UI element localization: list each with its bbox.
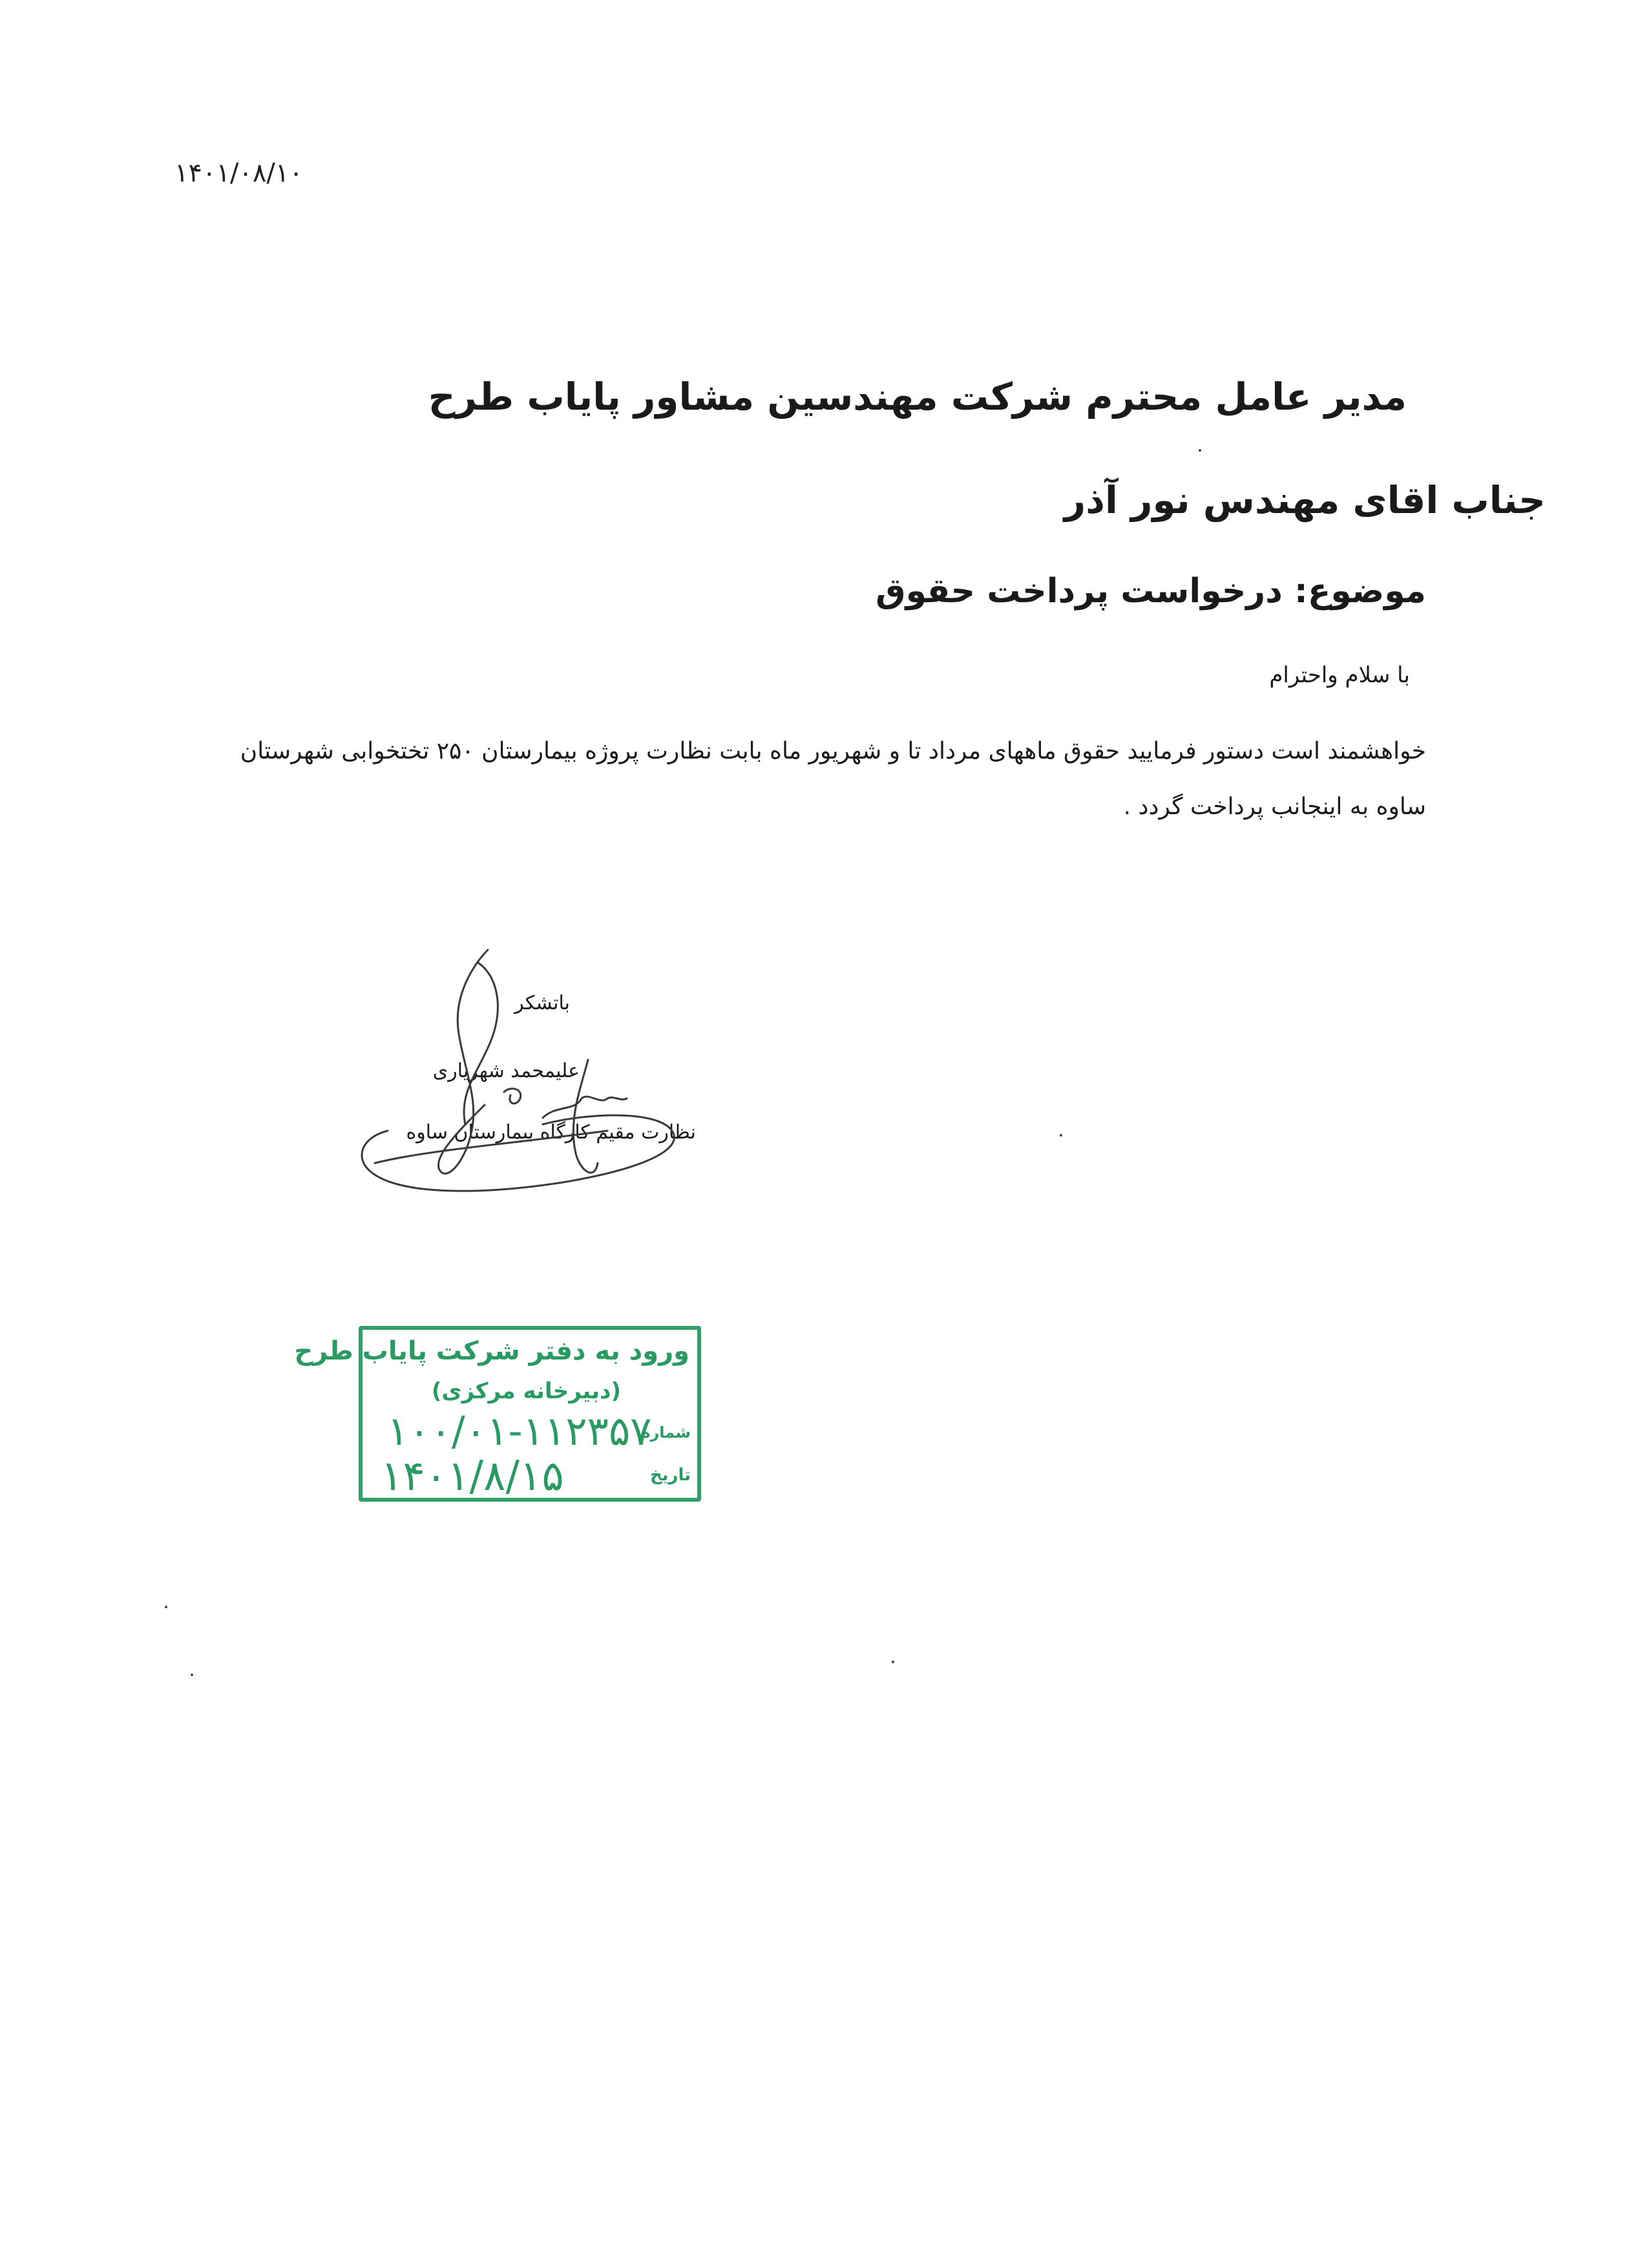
- scan-speck: [191, 1674, 193, 1676]
- signer-name: علیمحمد شهریاری: [432, 1060, 580, 1082]
- stamp-title: ورود به دفتر شرکت پایاب طرح: [294, 1336, 689, 1366]
- stamp-date-value: ۱۴۰۱/۸/۱۵: [381, 1453, 564, 1500]
- signer-title: نظارت مقیم کارگاه بیمارستان ساوه: [406, 1121, 696, 1144]
- honorific-line: جناب اقای مهندس نور آذر: [1064, 478, 1546, 522]
- stamp-date-label: تاریخ: [650, 1465, 691, 1485]
- office-entry-stamp: [294, 1326, 701, 1502]
- handwritten-signature: [349, 937, 711, 1208]
- scan-speck: [892, 1661, 894, 1663]
- stamp-subtitle: (دبیرخانه مرکزی): [431, 1378, 621, 1404]
- scan-speck: [1060, 1134, 1062, 1137]
- body-line-2: ساوه به اینجانب پرداخت گردد .: [1123, 793, 1426, 820]
- letter-date: ۱۴۰۱/۰۸/۱۰: [174, 158, 303, 188]
- addressee-line: مدیر عامل محترم شرکت مهندسین مشاور پایاب طرح: [428, 375, 1407, 419]
- body-line-1: خواهشمند است دستور فرمایید حقوق ماههای مرداد تا و شهریور ماه بابت نظارت پروژه بیمارستان ۲۵۰ تختخوابی شهرستان: [240, 738, 1426, 764]
- scan-speck: [1199, 449, 1201, 452]
- letter-body: [160, 724, 1426, 835]
- stamp-number-value: ۱۰۰/۰۱-۱۱۲۳۵۷: [387, 1407, 652, 1454]
- greeting-line: با سلام واحترام: [1269, 662, 1410, 688]
- scan-speck: [165, 1606, 167, 1608]
- closing-text: باتشکر: [514, 992, 570, 1014]
- stamp-number-label: شماره: [641, 1423, 691, 1442]
- subject-line: موضوع: درخواست پرداخت حقوق: [876, 572, 1426, 611]
